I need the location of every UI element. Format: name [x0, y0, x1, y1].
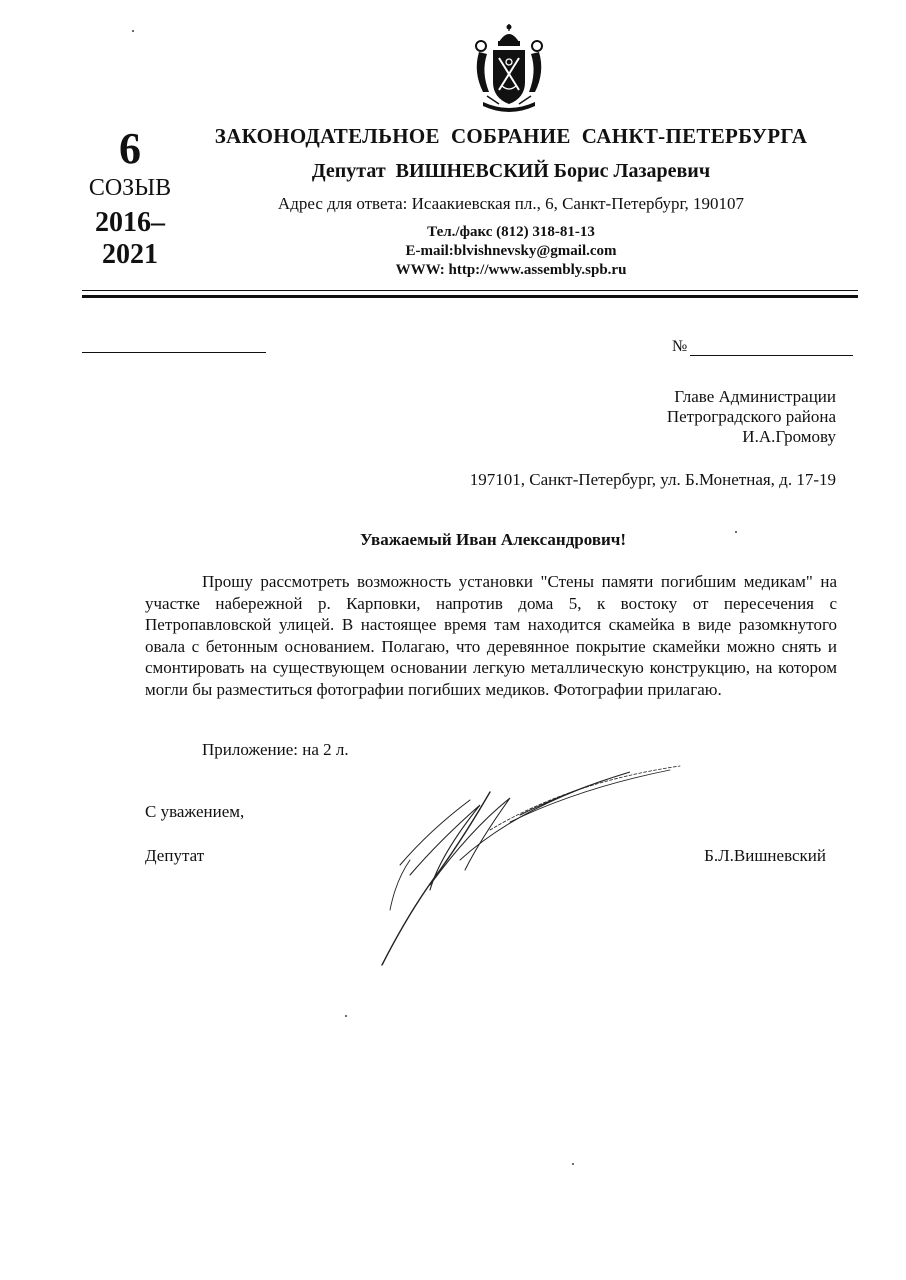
- letter-body: Прошу рассмотреть возможность установки "Стены памяти погибшим медикам" на участке набережной р. Карповки, напротив дома 5, к востоку от пересечения с Петропавловской улицей. В настоящее время там находится скамейка в виде разомкнутого овала с бетонным основанием. Полагаю, что деревянное покрытие скамейки можно снять и смонтировать на существующем основании легкую металлическую конструкцию, на котором могли бы разместиться фотографии погибших медиков. Фотографии прилагаю.: [145, 572, 837, 699]
- attachment-note: Приложение: на 2 л.: [202, 740, 349, 759]
- scan-speck: [132, 30, 134, 32]
- phone-fax: Тел./факс (812) 318-81-13: [427, 224, 595, 240]
- reply-address: Адрес для ответа: Исаакиевская пл., 6, Санкт-Петербург, 190107: [277, 194, 745, 213]
- convocation-label: СОЗЫВ: [88, 175, 172, 201]
- recipient-address: 197101, Санкт-Петербург, ул. Б.Монетная, д. 17-19: [469, 470, 836, 489]
- registration-number-sign: №: [672, 338, 688, 355]
- convocation-years-end: 2021: [102, 239, 158, 270]
- email-address: E-mail:blvishnevsky@gmail.com: [405, 243, 617, 259]
- recipient-line-3: И.А.Громову: [742, 427, 836, 446]
- coat-of-arms-emblem: [469, 22, 549, 114]
- registration-number-blank: [690, 355, 853, 356]
- header-divider-thick: [82, 295, 858, 298]
- convocation-number: 6: [119, 124, 141, 173]
- convocation-years-start: 2016–: [95, 207, 165, 238]
- organization-name: ЗАКОНОДАТЕЛЬНОЕ СОБРАНИЕ САНКТ-ПЕТЕРБУРГА: [214, 124, 808, 148]
- salutation: Уважаемый Иван Александрович!: [359, 530, 627, 549]
- signer-title: Депутат: [145, 846, 205, 865]
- handwritten-signature-icon: [370, 760, 690, 990]
- recipient-line-1: Главе Администрации: [674, 387, 836, 406]
- recipient-line-2: Петроградского района: [666, 407, 836, 426]
- deputy-name: Депутат ВИШНЕВСКИЙ Борис Лазаревич: [311, 160, 711, 182]
- closing-phrase: С уважением,: [145, 802, 245, 821]
- header-divider-thin: [82, 290, 858, 291]
- date-blank-line: [82, 352, 266, 353]
- website-address: WWW: http://www.assembly.spb.ru: [395, 262, 627, 278]
- scan-speck: [735, 531, 737, 533]
- scan-speck: [572, 1163, 574, 1165]
- signer-name: Б.Л.Вишневский: [704, 846, 826, 865]
- scan-speck: [345, 1015, 347, 1017]
